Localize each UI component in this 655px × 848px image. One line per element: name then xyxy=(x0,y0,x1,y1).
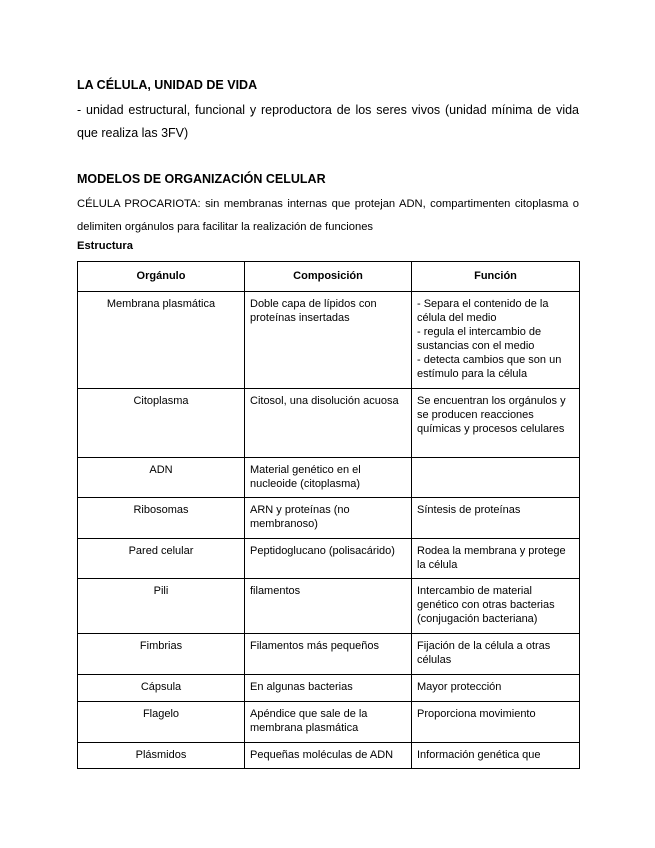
cell-composicion: Peptidoglucano (polisacárido) xyxy=(245,539,412,579)
cell-organulo: Plásmidos xyxy=(78,743,245,769)
cell-funcion: Fijación de la célula a otras células xyxy=(412,634,580,675)
cell-organulo: ADN xyxy=(78,458,245,498)
cell-organulo: Cápsula xyxy=(78,675,245,702)
cell-funcion: Proporciona movimiento xyxy=(412,702,580,743)
cell-composicion: Pequeñas moléculas de ADN xyxy=(245,743,412,769)
cell-composicion: Doble capa de lípidos con proteínas insertadas xyxy=(245,292,412,389)
cell-composicion: Apéndice que sale de la membrana plasmática xyxy=(245,702,412,743)
cell-composicion: Filamentos más pequeños xyxy=(245,634,412,675)
table-row xyxy=(78,458,580,498)
cell-organulo: Pared celular xyxy=(78,539,245,579)
cell-funcion: - Separa el contenido de la célula del medio - regula el intercambio de sustancias con el medio - detecta cambios que son un estímulo para la célula xyxy=(412,292,580,389)
organelle-table xyxy=(77,261,580,769)
table-row xyxy=(78,702,580,743)
intro-paragraph: - unidad estructural, funcional y reproductora de los seres vivos (unidad mínima de vida que realiza las 3FV) xyxy=(77,103,579,140)
procariota-paragraph: CÉLULA PROCARIOTA: sin membranas internas que protejan ADN, compartimenten citoplasma o delimiten orgánulos para facilitar la realización de funciones xyxy=(77,198,579,233)
cell-organulo: Pili xyxy=(78,579,245,634)
cell-funcion: Síntesis de proteínas xyxy=(412,498,580,539)
cell-organulo: Ribosomas xyxy=(78,498,245,539)
cell-organulo: Flagelo xyxy=(78,702,245,743)
cell-funcion: Rodea la membrana y protege la célula xyxy=(412,539,580,579)
cell-funcion: Intercambio de material genético con otras bacterias (conjugación bacteriana) xyxy=(412,579,580,634)
table-row xyxy=(78,579,580,634)
table-row xyxy=(78,498,580,539)
page-title: LA CÉLULA, UNIDAD DE VIDA xyxy=(77,78,258,92)
table-row xyxy=(78,743,580,769)
cell-organulo: Membrana plasmática xyxy=(78,292,245,389)
table-row xyxy=(78,389,580,458)
header-funcion: Función xyxy=(412,262,580,292)
cell-funcion: Se encuentran los orgánulos y se producen reacciones químicas y procesos celulares xyxy=(412,389,580,458)
table-row xyxy=(78,292,580,389)
cell-funcion xyxy=(412,458,580,498)
table-row xyxy=(78,675,580,702)
header-organulo: Orgánulo xyxy=(78,262,245,292)
structure-label: Estructura xyxy=(77,240,133,252)
cell-funcion: Mayor protección xyxy=(412,675,580,702)
cell-composicion: ARN y proteínas (no membranoso) xyxy=(245,498,412,539)
cell-composicion: Material genético en el nucleoide (citoplasma) xyxy=(245,458,412,498)
section-title: MODELOS DE ORGANIZACIÓN CELULAR xyxy=(77,172,326,186)
cell-organulo: Citoplasma xyxy=(78,389,245,458)
table-header-row xyxy=(78,262,580,292)
table-row xyxy=(78,634,580,675)
cell-composicion: filamentos xyxy=(245,579,412,634)
cell-composicion: En algunas bacterias xyxy=(245,675,412,702)
header-composicion: Composición xyxy=(245,262,412,292)
cell-organulo: Fimbrias xyxy=(78,634,245,675)
cell-composicion: Citosol, una disolución acuosa xyxy=(245,389,412,458)
table-row xyxy=(78,539,580,579)
cell-funcion: Información genética que xyxy=(412,743,580,769)
